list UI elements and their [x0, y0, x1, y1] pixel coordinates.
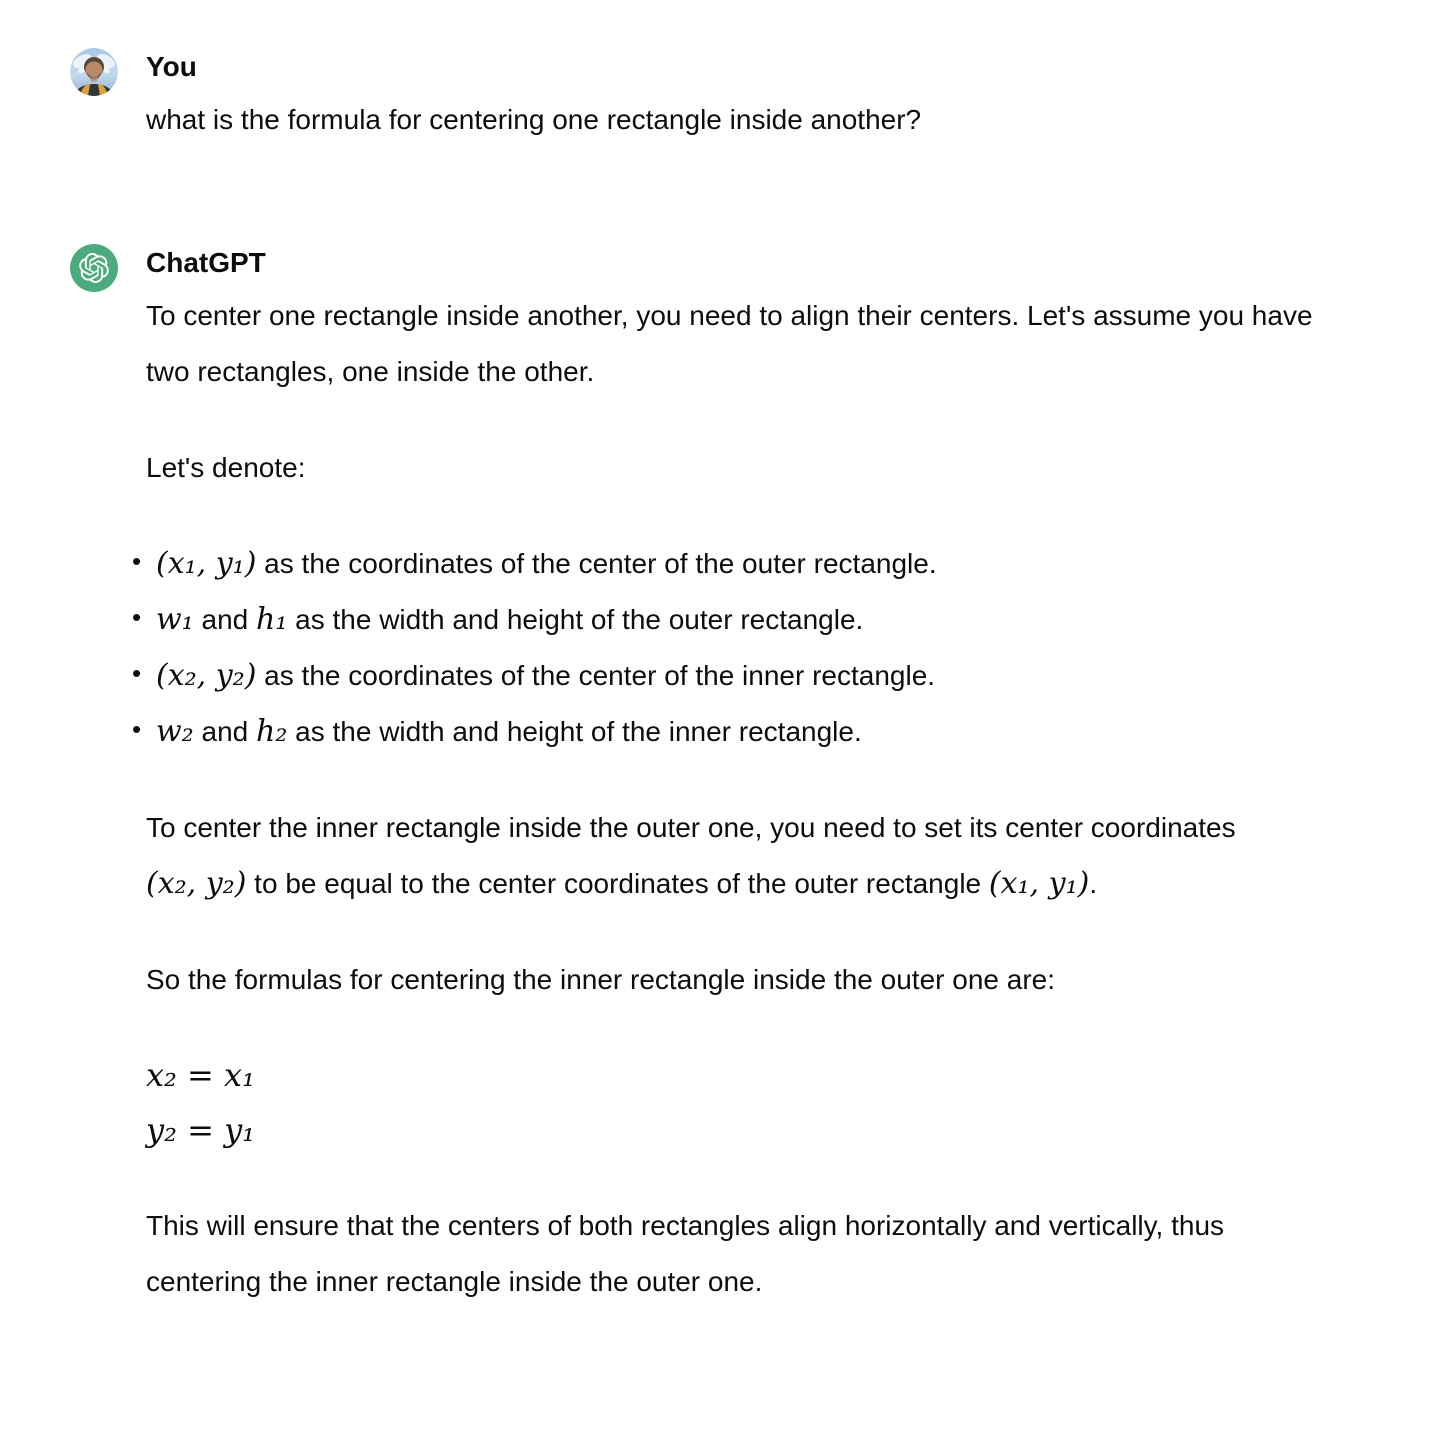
chatgpt-avatar — [70, 244, 118, 292]
formula-y: y₂ = y₁ — [146, 1111, 255, 1149]
list-item — [146, 648, 1326, 704]
inline-math: h₂ — [256, 714, 288, 749]
user-author-label: You — [146, 51, 197, 82]
conclusion-paragraph: This will ensure that the centers of both rectangles align horizontally and vertically, thus centering the inner rectangle inside the outer one. — [146, 1210, 1225, 1297]
list-item-text: as the width and height of the inner rectangle. — [287, 716, 862, 747]
user-message-content — [146, 48, 1326, 148]
inline-math: w₂ — [156, 714, 194, 749]
list-item-text: as the width and height of the outer rectangle. — [287, 604, 864, 635]
paragraph-text: to be equal to the center coordinates of the outer rectangle — [246, 868, 989, 899]
list-item-text: and — [193, 716, 256, 747]
inline-math: (x₁, y₁) — [156, 546, 257, 581]
list-item-text: and — [193, 604, 256, 635]
formula-x: x₂ = x₁ — [146, 1056, 255, 1094]
formula-block — [146, 1048, 1326, 1158]
denote-label: Let's denote: — [146, 452, 306, 483]
list-item — [146, 536, 1326, 592]
list-item-text: as the coordinates of the center of the inner rectangle. — [256, 660, 936, 691]
list-item — [146, 704, 1326, 760]
center-paragraph — [146, 800, 1326, 912]
openai-logo-icon — [79, 253, 109, 283]
user-question-text: what is the formula for centering one rectangle inside another? — [146, 104, 922, 135]
intro-paragraph: To center one rectangle inside another, you need to align their centers. Let's assume you have two rectangles, one inside the other. — [146, 300, 1313, 387]
denote-list — [146, 536, 1326, 760]
paragraph-text: To center the inner rectangle inside the outer one, you need to set its center coordinates — [146, 812, 1236, 843]
inline-math: (x₁, y₁) — [988, 866, 1090, 901]
assistant-message-content — [146, 244, 1326, 1310]
inline-math: h₁ — [256, 602, 288, 637]
list-item — [146, 592, 1326, 648]
inline-math: (x₂, y₂) — [156, 658, 257, 693]
assistant-author-label: ChatGPT — [146, 247, 266, 278]
inline-math: w₁ — [156, 602, 194, 637]
assistant-message — [70, 244, 1330, 1310]
inline-math: (x₂, y₂) — [146, 866, 247, 901]
user-photo-icon — [70, 48, 118, 96]
user-message — [70, 48, 1330, 148]
paragraph-text: . — [1089, 868, 1098, 899]
formulas-intro: So the formulas for centering the inner rectangle inside the outer one are: — [146, 964, 1055, 995]
user-avatar — [70, 48, 118, 96]
list-item-text: as the coordinates of the center of the outer rectangle. — [256, 548, 937, 579]
